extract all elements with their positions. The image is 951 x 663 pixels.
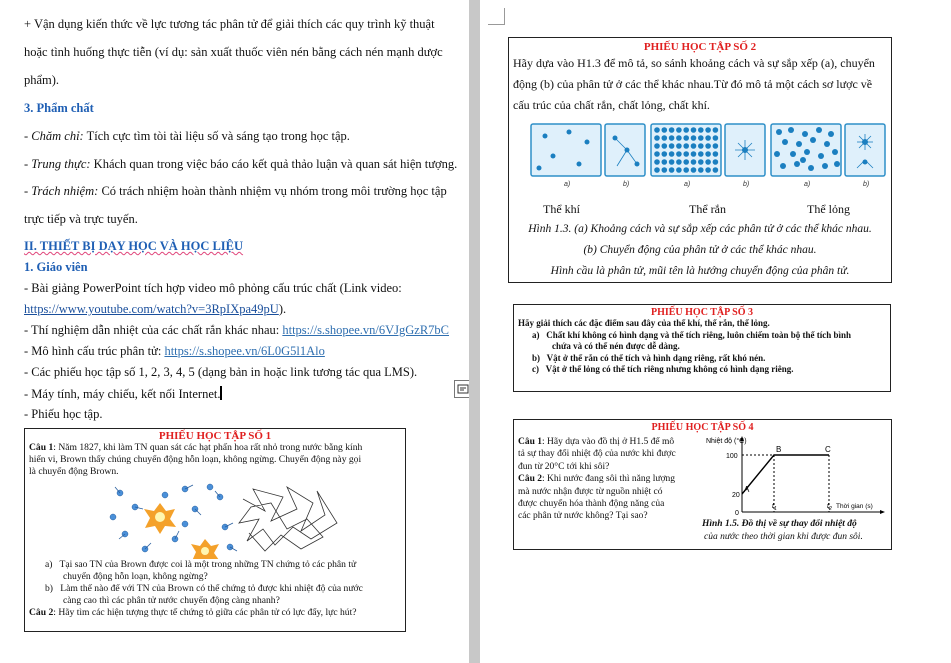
solid-particle: [662, 127, 668, 133]
graph-tick-0: 0: [735, 510, 739, 517]
solid-particle: [654, 159, 660, 165]
solid-particle: [705, 167, 711, 173]
shopee-link-2[interactable]: https://s.shopee.vn/6L0G5l1Alo: [164, 344, 325, 358]
liquid-particle: [788, 127, 794, 133]
sublabel-a: a): [564, 181, 571, 188]
tick-t2: $t_2$: [827, 503, 832, 512]
solid-particle: [713, 151, 719, 157]
document-page-right[interactable]: [480, 0, 951, 663]
worksheet-2-prompt: Hãy dựa vào H1.3 để mô tả, so sánh khoảng cách và sự sắp xếp (a), chuyển động (b) của phân tử ở các thể khác nhau.Từ đó mô tả một cách sơ lược về cấu trúc của chất rắn, chất lỏng, chất khí.: [513, 56, 875, 112]
sublabel-b: b): [863, 181, 870, 188]
quality-text: Có trách nhiệm hoàn thành nhiệm vụ nhóm trong môi trường học tập: [98, 184, 447, 198]
solid-particle: [683, 127, 689, 133]
liquid-particle: [774, 151, 780, 157]
liquid-particle: [796, 141, 802, 147]
point-a-label: A: [744, 485, 750, 494]
quality-text: Tích cực tìm tòi tài liệu số và sáng tạo trong học tập.: [83, 129, 350, 143]
solid-particle: [698, 151, 704, 157]
solid-particle: [676, 159, 682, 165]
x-axis-arrow-icon: [880, 510, 885, 514]
solid-particle: [662, 135, 668, 141]
quality-diligent: [24, 129, 350, 144]
sublabel-b: b): [743, 181, 750, 188]
solid-particle: [683, 159, 689, 165]
solid-particle: [676, 151, 682, 157]
figure-1-3-caption: Hình 1.3. (a) Khoảng cách và sự sắp xếp các phân tử ở các thể khác nhau. (b) Chuyển động của phân tử ở các thể khác nhau. Hình cầu là phân tử, mũi tên là hướng chuyển động của phân tử.: [528, 223, 872, 277]
quality-responsible: [24, 184, 447, 199]
states-of-matter-figure: [509, 120, 891, 202]
resource-item-6: - Phiếu học tập.: [24, 407, 103, 421]
solid-particle: [683, 135, 689, 141]
solid-particle: [705, 135, 711, 141]
solid-particle: [698, 143, 704, 149]
solid-particle: [669, 159, 675, 165]
graph-y-label: Nhiệt độ (°C): [706, 438, 747, 445]
worksheet-4-questions: Câu 1: Hãy dựa vào đồ thị ở H1.5 để mô tả sự thay đổi nhiệt độ của nước khi được đun từ 20°C tới khi sôi? Câu 2: Khi nước đang sôi thì năng lượng mà nước nhận được từ nguồn nhiệt có được chuyển hóa thành động năng của các phân tử nước không? Tại sao?: [518, 437, 676, 522]
solid-particle: [662, 143, 668, 149]
liquid-particle: [834, 161, 840, 167]
graph-tick-100: 100: [726, 453, 738, 460]
text-cursor: [220, 386, 222, 400]
graph-x-label: Thời gian (s): [836, 503, 873, 510]
worksheet-3-content: Hãy giải thích các đặc điểm sau đây của thể khí, thể rắn, thể lỏng. a) Chất khí không có hình dạng và thể tích riêng, luôn chiếm toàn bộ thể tích bình chứa và có thể nén được dễ dàng. b) Vật ở thể rắn có thể tích và hình dạng riêng, rất khó nén. c) Vật ở thể lỏng có thể tích riêng nhưng không có hình dạng riêng.: [518, 318, 852, 374]
page-gutter: [469, 0, 480, 663]
label-liquid: Thể lỏng: [807, 202, 850, 216]
worksheet-3-title: PHIẾU HỌC TẬP SỐ 3: [650, 307, 754, 318]
solid-particle: [669, 135, 675, 141]
temperature-time-graph: [702, 434, 888, 518]
intro-line-3: phẩm).: [24, 73, 60, 87]
solid-particle: [691, 143, 697, 149]
solid-particle: [654, 143, 660, 149]
liquid-particle: [804, 149, 810, 155]
solid-particle: [669, 151, 675, 157]
solid-particle: [662, 159, 668, 165]
liquid-particle: [800, 157, 806, 163]
quality-responsible-cont: trực tiếp và trực tuyến.: [24, 212, 138, 226]
solid-particle: [691, 167, 697, 173]
solid-particle: [713, 159, 719, 165]
worksheet-4-title: PHIẾU HỌC TẬP SỐ 4: [651, 422, 754, 433]
liquid-particle: [794, 161, 800, 167]
liquid-particle: [832, 149, 838, 155]
liquid-particle: [816, 127, 822, 133]
solid-particle: [654, 135, 660, 141]
document-page-left[interactable]: [0, 0, 469, 663]
worksheet-3: [513, 304, 891, 392]
liquid-particle: [810, 137, 816, 143]
worksheet-2: [508, 37, 892, 283]
solid-particle: [713, 167, 719, 173]
solid-particle: [683, 143, 689, 149]
worksheet-1: [24, 428, 406, 632]
solid-particle: [698, 135, 704, 141]
solid-particle: [713, 127, 719, 133]
intro-line-1: + Vận dụng kiến thức về lực tương tác phân tử để giải thích các quy trình kỹ thuật: [24, 17, 435, 31]
qualities-heading: 3. Phẩm chất: [24, 101, 94, 115]
layout-options-button[interactable]: [454, 380, 469, 398]
worksheet-1-title: PHIẾU HỌC TẬP SỐ 1: [158, 430, 272, 442]
video-link[interactable]: https://www.youtube.com/watch?v=3RpIXpa49pU: [24, 302, 279, 316]
figure-1-5-caption: Hình 1.5. Đồ thị về sự thay đổi nhiệt độ của nước theo thời gian khi được đun sôi.: [702, 519, 863, 542]
liquid-particle: [802, 131, 808, 137]
solid-particle: [705, 151, 711, 157]
solid-particle: [654, 167, 660, 173]
liquid-particle: [790, 151, 796, 157]
solid-particle: [669, 143, 675, 149]
resource-item-4: - Các phiếu học tập số 1, 2, 3, 4, 5 (dạng bản in hoặc link tương tác qua LMS).: [24, 365, 418, 379]
heating-curve: [742, 455, 829, 494]
point-b-label: B: [776, 445, 782, 454]
liquid-particle: [808, 165, 814, 171]
solid-particle: [654, 151, 660, 157]
solid-particle: [698, 127, 704, 133]
shopee-link-1[interactable]: https://s.shopee.vn/6VJgGzR7bC: [282, 323, 450, 337]
liquid-particle: [828, 131, 834, 137]
solid-particle: [662, 167, 668, 173]
quality-text: Khách quan trong việc báo cáo kết quả thảo luận và quan sát hiện tượng.: [90, 157, 458, 171]
sublabel-b: b): [623, 181, 630, 188]
solid-particle: [698, 167, 704, 173]
solid-particle: [683, 167, 689, 173]
solid-particle: [705, 159, 711, 165]
quality-label: - Trách nhiệm:: [24, 184, 99, 198]
solid-particle: [691, 135, 697, 141]
solid-particle: [676, 167, 682, 173]
state-labels: [509, 202, 891, 218]
solid-particle: [691, 127, 697, 133]
liquid-particle: [822, 163, 828, 169]
solid-particle: [654, 127, 660, 133]
page-corner-mark: [488, 8, 505, 25]
sublabel-a: a): [804, 181, 811, 188]
worksheet-1-subquestions: a) Tại sao TN của Brown được coi là một trong những TN chứng tỏ các phân tử chuyển động hỗn loạn, không ngừng? b) Làm thế nào để với TN của Brown có thể chứng tỏ được khi nhiệt độ của nước càng cao thì các phân tử nước chuyển động càng nhanh?: [45, 558, 363, 607]
teacher-heading: 1. Giáo viên: [24, 260, 88, 274]
point-c-label: C: [825, 445, 831, 454]
graph-tick-20: 20: [732, 492, 740, 499]
solid-particle: [698, 159, 704, 165]
liquid-particle: [780, 163, 786, 169]
solid-particle: [683, 151, 689, 157]
liquid-particle: [824, 141, 830, 147]
brownian-motion-illustration: [25, 479, 405, 559]
resource-item-1-link-line: https://www.youtube.com/watch?v=3RpIXpa49pU).: [24, 302, 287, 316]
worksheet-1-question-2: Câu 2: Hãy tìm các hiện tượng thực tế chứng tỏ giữa các phân tử có lực đẩy, lực hút?: [29, 607, 357, 619]
solid-particle: [676, 135, 682, 141]
solid-particle: [705, 143, 711, 149]
solid-particle: [691, 159, 697, 165]
solid-particle: [713, 143, 719, 149]
solid-particle: [691, 151, 697, 157]
solid-particle: [662, 151, 668, 157]
solid-particle: [676, 143, 682, 149]
solid-particle: [713, 135, 719, 141]
layout-options-icon: [455, 381, 469, 397]
quality-honest: [24, 157, 457, 172]
label-solid: Thể rắn: [689, 202, 726, 216]
resource-item-1: - Bài giảng PowerPoint tích hợp video mô phỏng cấu trúc chất (Link video:: [24, 281, 402, 295]
worksheet-2-title: PHIẾU HỌC TẬP SỐ 2: [643, 41, 757, 53]
liquid-particle: [776, 129, 782, 135]
solid-particle: [669, 127, 675, 133]
liquid-particle: [782, 139, 788, 145]
liquid-particle: [818, 153, 824, 159]
sublabel-a: a): [684, 181, 691, 188]
resource-item-3: - Mô hình cấu trúc phân tử: https://s.shopee.vn/6L0G5l1Alo: [24, 344, 325, 358]
worksheet-1-question-1: Câu 1: Năm 1827, khi làm TN quan sát các hạt phấn hoa rất nhỏ trong nước bằng kính hiển vi, Brown thấy chúng chuyển động hỗn loạn, không ngừng. Chuyển động này gọi là chuyển động Brown.: [29, 442, 363, 478]
resource-item-2: - Thí nghiệm dẫn nhiệt của các chất rắn khác nhau: https://s.shopee.vn/6VJgGzR7bC: [24, 323, 450, 337]
tick-t1: $t_1$: [772, 503, 777, 512]
solid-particle: [669, 167, 675, 173]
solid-particle: [705, 127, 711, 133]
quality-label: - Trung thực:: [24, 157, 91, 171]
section-2-heading: II. THIẾT BỊ DẠY HỌC VÀ HỌC LIỆU: [24, 239, 244, 253]
worksheet-4: [513, 419, 892, 550]
label-gas: Thể khí: [543, 202, 580, 216]
quality-label: - Chăm chỉ:: [24, 129, 84, 143]
resource-item-5: - Máy tính, máy chiếu, kết nối Internet.: [24, 387, 221, 401]
solid-particle: [676, 127, 682, 133]
intro-line-2: hoặc tình huống thực tiễn (ví dụ: sản xuất thuốc viên nén bằng cách nén mạnh dược: [24, 45, 443, 59]
